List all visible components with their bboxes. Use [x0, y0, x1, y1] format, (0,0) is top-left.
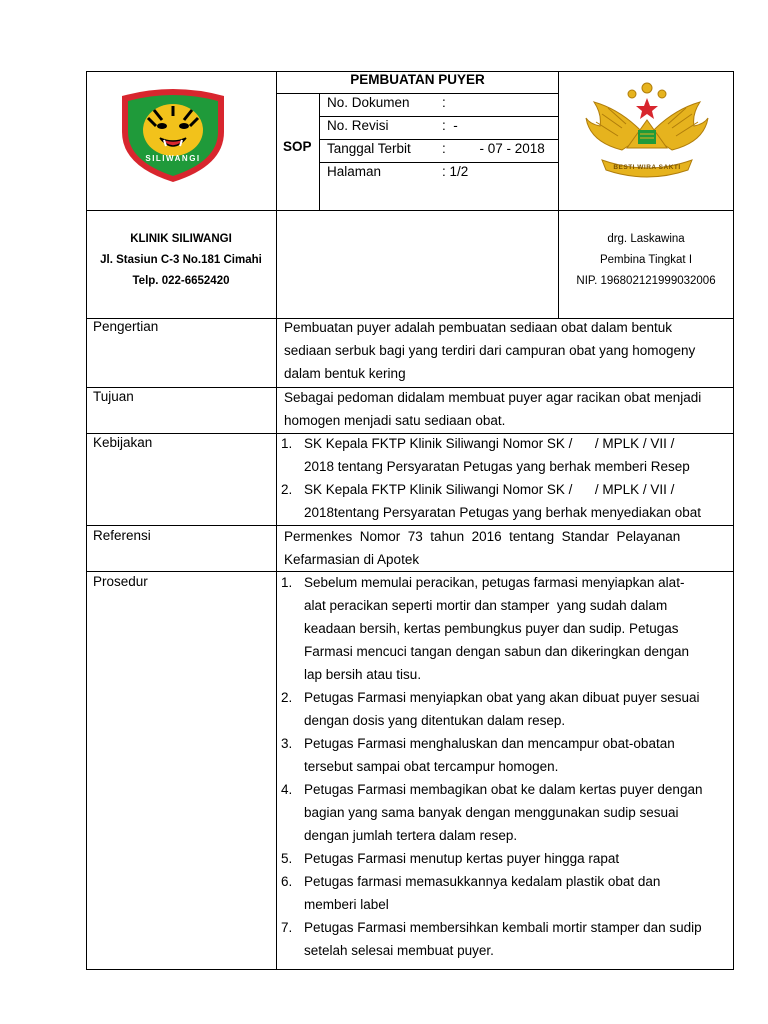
- text-line: memberi label: [304, 897, 389, 912]
- text-line: 2018tentang Persyaratan Petugas yang berhak menyediakan obat: [304, 505, 702, 520]
- list-item: [277, 686, 730, 732]
- section-label-referensi: Referensi: [93, 528, 151, 543]
- sop-label: SOP: [283, 139, 312, 154]
- text-line: Sebelum memulai peracikan, petugas farmasi menyiapkan alat-: [304, 575, 685, 590]
- garuda-emblem: [582, 80, 712, 184]
- prosedur-list: [277, 571, 730, 962]
- text-line: Petugas Farmasi menyiapkan obat yang akan dibuat puyer sesuai: [304, 690, 700, 705]
- text-line: keadaan bersih, kertas pembungkus puyer dan sudip. Petugas: [304, 621, 679, 636]
- clinic-phone: Telp. 022-6652420: [132, 275, 230, 287]
- list-item: [277, 870, 730, 916]
- text-line: dengan dosis yang ditentukan dalam resep.: [304, 713, 566, 728]
- text-line: homogen menjadi satu sediaan obat.: [284, 413, 506, 428]
- section-body-referensi: [284, 525, 730, 571]
- text-line: Petugas Farmasi membagikan obat ke dalam kertas puyer dengan: [304, 782, 703, 797]
- list-number: 5.: [281, 851, 293, 866]
- signatory-rank: Pembina Tingkat I: [599, 254, 693, 266]
- document-title: PEMBUATAN PUYER: [350, 72, 485, 87]
- section-label-pengertian: Pengertian: [93, 319, 159, 334]
- text-line: 2018 tentang Persyaratan Petugas yang berhak memberi Resep: [304, 459, 690, 474]
- list-item: [277, 732, 730, 778]
- field-value-halaman: : 1/2: [442, 164, 469, 179]
- siliwangi-logo-text: SILIWANGI: [145, 154, 201, 163]
- text-line: alat peracikan seperti mortir dan stamper yang sudah dalam: [304, 598, 668, 613]
- list-number: 2.: [281, 482, 293, 497]
- list-item: [277, 571, 730, 686]
- text-line: Kefarmasian di Apotek: [284, 552, 420, 567]
- text-line: SK Kepala FKTP Klinik Siliwangi Nomor SK / / MPLK / VII /: [304, 482, 675, 497]
- clinic-address: Jl. Stasiun C-3 No.181 Cimahi: [100, 254, 262, 266]
- field-label-tanggal-terbit: Tanggal Terbit: [327, 141, 411, 156]
- list-number: 3.: [281, 736, 293, 751]
- section-label-kebijakan: Kebijakan: [93, 435, 153, 450]
- list-number: 6.: [281, 874, 293, 889]
- field-value-no-dokumen: :: [442, 95, 446, 110]
- text-line: setelah selesai membuat puyer.: [304, 943, 494, 958]
- text-line: Petugas Farmasi menghaluskan dan mencampur obat-obatan: [304, 736, 675, 751]
- signatory-name: drg. Laskawina: [607, 233, 685, 245]
- siliwangi-logo: [116, 88, 230, 184]
- text-line: dalam bentuk kering: [284, 366, 406, 381]
- kebijakan-list: [277, 432, 730, 524]
- text-line: Permenkes Nomor 73 tahun 2016 tentang Standar Pelayanan: [284, 529, 681, 544]
- field-label-no-dokumen: No. Dokumen: [327, 95, 410, 110]
- list-number: 4.: [281, 782, 293, 797]
- list-item: [277, 432, 730, 478]
- list-number: 1.: [281, 575, 293, 590]
- list-item: [277, 778, 730, 847]
- list-item: [277, 847, 730, 870]
- text-line: Farmasi mencuci tangan dengan sabun dan dikeringkan dengan: [304, 644, 690, 659]
- field-label-no-revisi: No. Revisi: [327, 118, 389, 133]
- text-line: SK Kepala FKTP Klinik Siliwangi Nomor SK / / MPLK / VII /: [304, 436, 675, 451]
- text-line: Petugas Farmasi menutup kertas puyer hingga rapat: [304, 851, 620, 866]
- list-number: 2.: [281, 690, 293, 705]
- garuda-emblem-motto: BESTI WIRA SAKTI: [613, 164, 681, 171]
- text-line: tersebut sampai obat tercampur homogen.: [304, 759, 559, 774]
- clinic-name: KLINIK SILIWANGI: [130, 233, 232, 245]
- list-number: 1.: [281, 436, 293, 451]
- text-line: Sebagai pedoman didalam membuat puyer agar racikan obat menjadi: [284, 390, 702, 405]
- text-line: Petugas farmasi memasukkannya kedalam plastik obat dan: [304, 874, 661, 889]
- list-number: 7.: [281, 920, 293, 935]
- signatory-info: [559, 229, 733, 292]
- list-item: [277, 916, 730, 962]
- text-line: Petugas Farmasi membersihkan kembali mortir stamper dan sudip: [304, 920, 702, 935]
- field-label-halaman: Halaman: [327, 164, 382, 179]
- field-value-tanggal-terbit: : - 07 - 2018: [442, 141, 545, 156]
- text-line: sediaan serbuk bagi yang terdiri dari campuran obat yang homogeny: [284, 343, 696, 358]
- list-item: [277, 478, 730, 524]
- clinic-info: [86, 229, 276, 292]
- section-body-tujuan: [284, 386, 730, 432]
- text-line: Pembuatan puyer adalah pembuatan sediaan obat dalam bentuk: [284, 320, 673, 335]
- section-body-pengertian: [284, 316, 730, 385]
- signatory-nip: NIP. 196802121999032006: [576, 275, 716, 287]
- section-label-prosedur: Prosedur: [93, 574, 148, 589]
- text-line: lap bersih atau tisu.: [304, 667, 422, 682]
- section-label-tujuan: Tujuan: [93, 389, 134, 404]
- field-value-no-revisi: : -: [442, 118, 458, 133]
- text-line: dengan jumlah tertera dalam resep.: [304, 828, 518, 843]
- text-line: bagian yang sama banyak dengan menggunakan sudip sesuai: [304, 805, 679, 820]
